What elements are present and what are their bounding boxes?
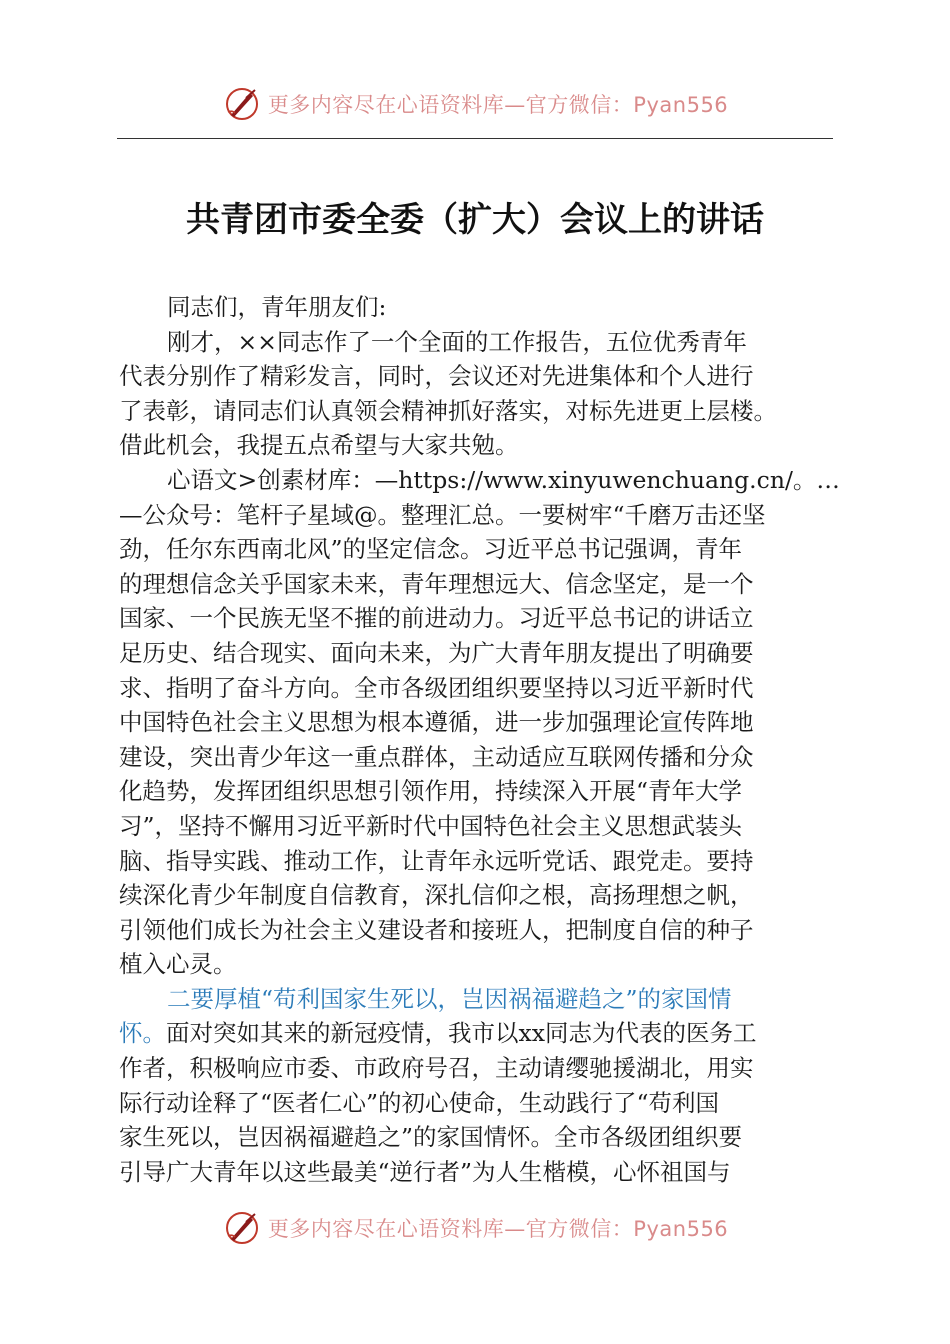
text-line: 代表分别作了精彩发言，同时，会议还对先进集体和个人进行 — [119, 362, 754, 391]
text-line: 求、指明了奋斗方向。全市各级团组织要坚持以习近平新时代 — [119, 673, 754, 702]
text-line: 刚才，××同志作了一个全面的工作报告，五位优秀青年 — [167, 327, 747, 356]
quill-logo-icon — [222, 1208, 262, 1248]
footer-watermark-banner — [0, 1206, 950, 1250]
text-line: 引领他们成长为社会主义建设者和接班人，把制度自信的种子 — [119, 915, 754, 944]
text-line: 引导广大青年以这些最美“逆行者”为人生楷模，心怀祖国与 — [119, 1157, 731, 1186]
document-title: 共青团市委全委（扩大）会议上的讲话 — [186, 200, 764, 240]
watermark-text: 更多内容尽在心语资料库—官方微信：Pyan556 — [267, 93, 729, 117]
text-line: 作者，积极响应市委、市政府号召，主动请缨驰援湖北，用实 — [119, 1054, 754, 1083]
header-watermark-banner — [0, 82, 950, 126]
text-line: 脑、指导实践、推动工作，让青年永远听党话、跟党走。要持 — [119, 846, 754, 875]
text-line: 中国特色社会主义思想为根本遵循，进一步加强理论宣传阵地 — [119, 708, 754, 737]
document-body — [119, 290, 840, 1189]
section-heading-tail: 怀。 — [119, 1019, 166, 1048]
mixed-line — [119, 1016, 833, 1051]
text-line: 的理想信念关乎国家未来，青年理想远大、信念坚定，是一个 — [119, 569, 754, 598]
section-heading-line: 二要厚植“苟利国家生死以，岂因祸福避趋之”的家国情 — [167, 984, 732, 1013]
text-line: —公众号：笔杆子星域@。整理汇总。一要树牢“千磨万击还坚 — [119, 500, 766, 529]
text-line: 足历史、结合现实、面向未来，为广大青年朋友提出了明确要 — [119, 638, 754, 667]
text-line: 习”，坚持不懈用习近平新时代中国特色社会主义思想武装头 — [119, 811, 743, 840]
text-line: 化趋势，发挥团组织思想引领作用，持续深入开展“青年大学 — [119, 777, 743, 806]
text-line: 际行动诠释了“医者仁心”的初心使命，生动践行了“苟利国 — [119, 1088, 720, 1117]
text-line: 建设，突出青少年这一重点群体，主动适应互联网传播和分众 — [119, 742, 754, 771]
text-line: 借此机会，我提五点希望与大家共勉。 — [119, 431, 519, 460]
quill-logo-icon — [222, 84, 262, 124]
text-line: 心语文>创素材库：—https://www.xinyuwenchuang.cn/。… — [167, 465, 840, 494]
text-line: 国家、一个民族无坚不摧的前进动力。习近平总书记的讲话立 — [119, 604, 754, 633]
text-line: 家生死以，岂因祸福避趋之”的家国情怀。全市各级团组织要 — [119, 1123, 743, 1152]
text-line: 续深化青少年制度自信教育，深扎信仰之根，高扬理想之帆， — [119, 881, 754, 910]
watermark-text: 更多内容尽在心语资料库—官方微信：Pyan556 — [267, 1217, 729, 1241]
text-line: 了表彰，请同志们认真领会精神抓好落实，对标先进更上层楼。 — [119, 396, 777, 425]
header-divider — [117, 138, 833, 139]
text-segment: 面对突如其来的新冠疫情，我市以xx同志为代表的医务工 — [166, 1019, 757, 1048]
text-line: 劲，任尔东西南北风”的坚定信念。习近平总书记强调，青年 — [119, 535, 743, 564]
text-line: 植入心灵。 — [119, 950, 237, 979]
salutation-line: 同志们，青年朋友们: — [167, 293, 387, 321]
